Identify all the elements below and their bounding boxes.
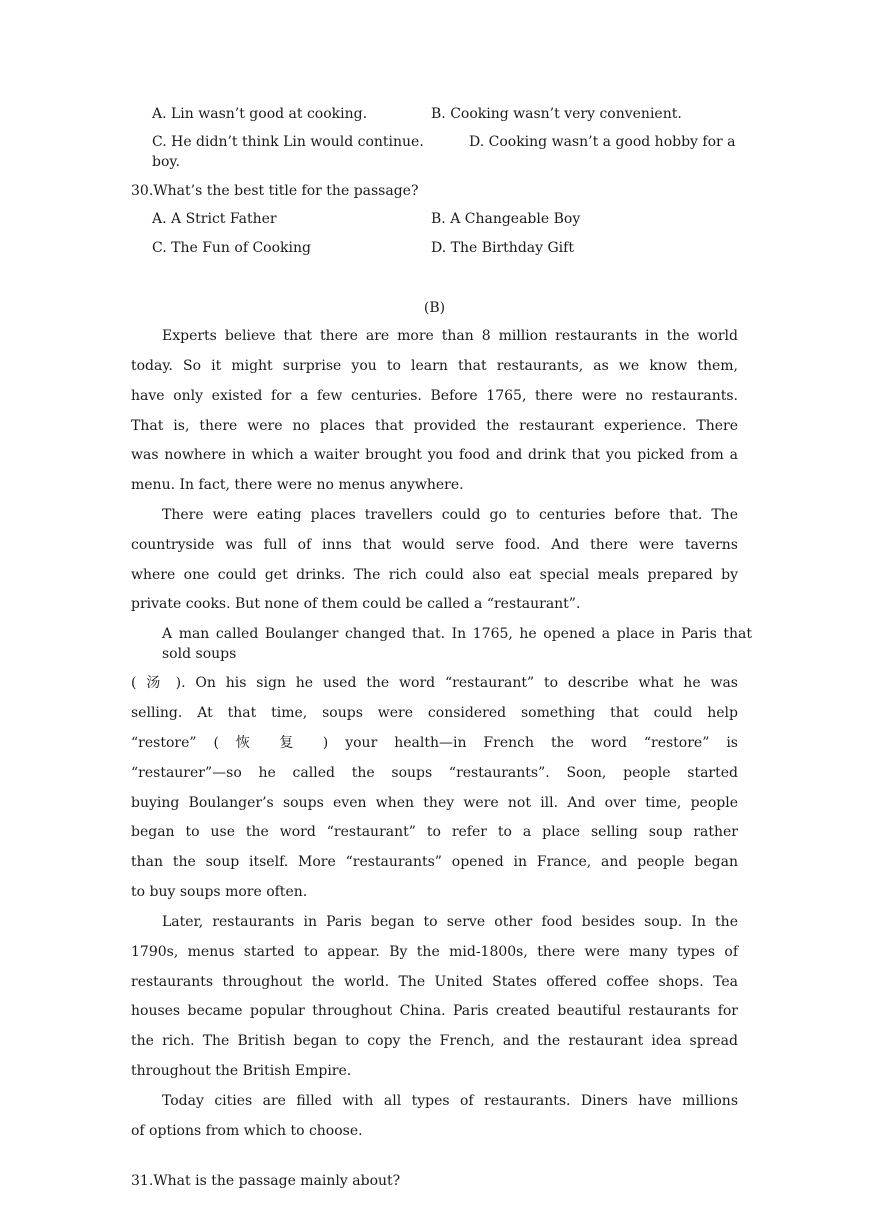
passage-line: began to use the word “restaurant” to refer to a place selling soup rather bbox=[131, 824, 738, 840]
passage-line: throughout the British Empire. bbox=[131, 1063, 352, 1079]
passage-line: ( 汤 ). On his sign he used the word “restaurant” to describe what he was bbox=[131, 675, 738, 691]
passage-line: today. So it might surprise you to learn that restaurants, as we know them, bbox=[131, 358, 738, 374]
passage-line: was nowhere in which a waiter brought you food and drink that you picked from a bbox=[131, 447, 738, 463]
q30-option-d: D. The Birthday Gift bbox=[431, 240, 574, 256]
passage-line: There were eating places travellers could go to centuries before that. The bbox=[162, 507, 738, 523]
q29-option-b: B. Cooking wasn’t very convenient. bbox=[431, 106, 682, 122]
q30-option-c: C. The Fun of Cooking bbox=[152, 240, 311, 256]
passage-line: “restore” ( 恢 复 ) your health—in French the word “restore” is bbox=[131, 735, 738, 751]
passage-line: have only existed for a few centuries. Before 1765, there were no restaurants. bbox=[131, 388, 738, 404]
passage-line: That is, there were no places that provided the restaurant experience. There bbox=[131, 418, 738, 434]
passage-line: A man called Boulanger changed that. In 1765, he opened a place in Paris that bbox=[162, 626, 752, 642]
passage-line: Experts believe that there are more than 8 million restaurants in the world bbox=[162, 328, 738, 344]
passage-line: Today cities are filled with all types of restaurants. Diners have millions bbox=[162, 1093, 738, 1109]
section-b-title: (B) bbox=[423, 300, 446, 316]
q29-option-c: C. He didn’t think Lin would continue. bbox=[152, 134, 424, 150]
q30-question: 30.What’s the best title for the passage? bbox=[131, 183, 419, 199]
passage-line: than the soup itself. More “restaurants” opened in France, and people began bbox=[131, 854, 738, 870]
passage-line: the rich. The British began to copy the French, and the restaurant idea spread bbox=[131, 1033, 738, 1049]
passage-line: selling. At that time, soups were considered something that could help bbox=[131, 705, 738, 721]
q29-option-d-line1: D. Cooking wasn’t a good hobby for a bbox=[469, 134, 736, 150]
passage-line: Later, restaurants in Paris began to serve other food besides soup. In the bbox=[162, 914, 738, 930]
passage-line: of options from which to choose. bbox=[131, 1123, 363, 1139]
passage-line: private cooks. But none of them could be called a “restaurant”. bbox=[131, 596, 581, 612]
passage-line: countryside was full of inns that would serve food. And there were taverns bbox=[131, 537, 738, 553]
q31-question: 31.What is the passage mainly about? bbox=[131, 1173, 401, 1189]
passage-line: where one could get drinks. The rich could also eat special meals prepared by bbox=[131, 567, 738, 583]
passage-line: 1790s, menus started to appear. By the mid-1800s, there were many types of bbox=[131, 944, 738, 960]
passage-line: restaurants throughout the world. The United States offered coffee shops. Tea bbox=[131, 974, 738, 990]
q29-option-a: A. Lin wasn’t good at cooking. bbox=[152, 106, 368, 122]
passage-line: menu. In fact, there were no menus anywhere. bbox=[131, 477, 464, 493]
passage-line: “restaurer”—so he called the soups “restaurants”. Soon, people started bbox=[131, 765, 738, 781]
q29-option-d-line2: boy. bbox=[152, 154, 180, 170]
passage-line: buying Boulanger’s soups even when they were not ill. And over time, people bbox=[131, 795, 738, 811]
q30-option-a: A. A Strict Father bbox=[152, 211, 277, 227]
passage-line: to buy soups more often. bbox=[131, 884, 308, 900]
passage-line: houses became popular throughout China. Paris created beautiful restaurants for bbox=[131, 1003, 738, 1019]
passage-line: sold soups bbox=[162, 646, 237, 662]
q30-option-b: B. A Changeable Boy bbox=[431, 211, 581, 227]
